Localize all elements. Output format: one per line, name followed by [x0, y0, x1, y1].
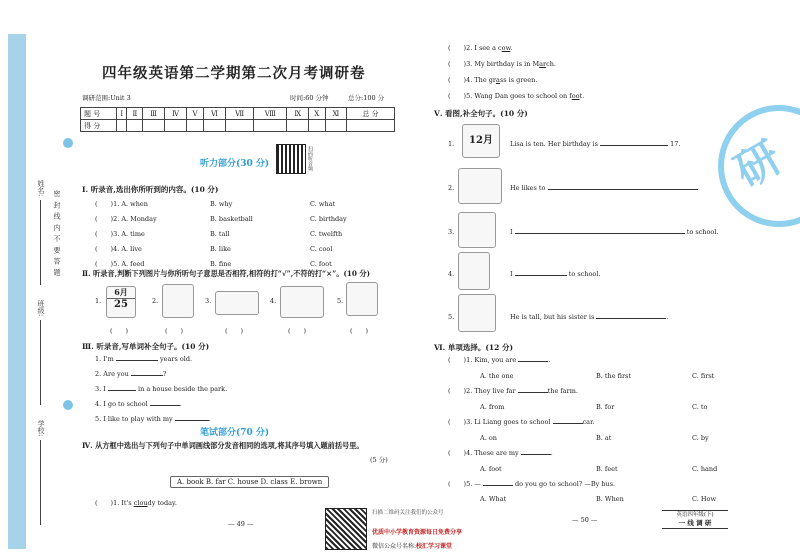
blank[interactable]	[116, 360, 158, 361]
option-a[interactable]: A. on	[480, 434, 497, 442]
item-a: I	[510, 270, 513, 278]
item-a: ( )5. A. feed	[95, 260, 145, 268]
blank[interactable]	[131, 375, 163, 376]
item-a: ( )3. A. time	[95, 230, 145, 238]
item-b: .	[208, 415, 211, 423]
blank[interactable]	[596, 318, 666, 319]
option-c[interactable]: C. first	[692, 372, 715, 380]
question-tail: car.	[582, 418, 595, 426]
question-tail: the farm.	[547, 387, 578, 395]
options-row	[448, 495, 748, 510]
answer-bracket[interactable]: ( )	[225, 327, 244, 335]
blank[interactable]	[515, 275, 567, 276]
time-label: 时间:60 分钟	[290, 94, 329, 102]
wechat-qr-icon[interactable]	[325, 508, 367, 550]
options-row	[448, 403, 748, 418]
item-a: 2. Are you	[95, 370, 129, 378]
item-b: ?	[162, 370, 167, 378]
class-label: 班级:	[37, 300, 45, 317]
question-tail: .	[548, 356, 551, 364]
walking-boy-icon	[458, 252, 490, 290]
stamp-char: 研	[726, 131, 791, 198]
calendar-icon	[106, 286, 136, 318]
wechat-label: 微信公众号名称:	[372, 543, 417, 550]
item-a: He is tall, but his sister is	[510, 313, 595, 321]
underlined-sound: clou	[133, 499, 148, 507]
item-a: 1. I'm	[95, 355, 114, 363]
calendar-month: 6月	[107, 287, 135, 299]
item-c: C. foot	[310, 260, 332, 268]
options-row	[448, 434, 748, 449]
underlined-sound: a	[496, 76, 500, 84]
item-a: 4. I go to school	[95, 400, 148, 408]
item-b: to school.	[568, 270, 601, 278]
item-b: dy today.	[147, 499, 177, 507]
pic-num-3: 3.	[205, 297, 212, 305]
list-item	[448, 44, 584, 60]
col-6: Ⅵ	[203, 108, 225, 120]
item-a: ( )1. A. when	[95, 200, 148, 208]
section-3-title: Ⅲ. 听录音,写单词补全句子。(10 分)	[82, 342, 210, 351]
written-header: 笔试部分(70 分)	[200, 428, 270, 438]
score-table-row-header	[81, 108, 395, 120]
list-item	[95, 400, 227, 415]
list-item	[95, 215, 385, 230]
col-5: Ⅴ	[187, 108, 204, 120]
list-item	[95, 355, 227, 370]
item-c: C. birthday	[310, 215, 347, 223]
item-b: .	[666, 313, 669, 321]
item-a: ( )1. It's	[95, 499, 134, 507]
brand-name: 一 线 调 研	[678, 519, 712, 527]
item-a: He likes to	[510, 184, 546, 192]
punch-hole-top	[63, 138, 73, 148]
pic-num-3: 3.	[448, 228, 455, 236]
brand-subject: 英语四年级(下)	[676, 512, 714, 518]
brand-logo	[662, 510, 728, 529]
kite-boy-icon	[458, 168, 502, 204]
item-b: .	[510, 44, 513, 52]
item-b: t.	[579, 92, 585, 100]
item-a: ( )5. Wang Dan goes to school on f	[448, 92, 572, 100]
question-stem: ( )5. —	[448, 480, 481, 488]
score-table-head: 题 号	[81, 108, 117, 120]
scan-caption: 扫描二维码关注我们的公众号	[372, 510, 444, 516]
promo-text: 优质中小学教育资源每日免费分享	[372, 529, 463, 536]
section-4-points: (5 分)	[370, 456, 388, 464]
boy-icon	[346, 282, 378, 316]
score-cell[interactable]	[325, 120, 347, 132]
tall-boy-sister-icon	[458, 294, 496, 332]
score-cell[interactable]	[287, 120, 309, 132]
sentence-3	[510, 228, 718, 236]
col-8: Ⅷ	[254, 108, 287, 120]
item-a: ( )3. My birthday is in M	[448, 60, 540, 68]
item-a: ( )2. A. Monday	[95, 215, 157, 223]
girl-icon	[162, 284, 194, 318]
blank[interactable]	[553, 423, 583, 424]
answer-bracket[interactable]: ( )	[350, 327, 369, 335]
underlined-sound: ow	[501, 44, 511, 52]
watermark-stamp	[718, 105, 800, 227]
section-6-items	[448, 356, 748, 510]
section-1-title: Ⅰ. 听录音,选出你所听到的内容。(10 分)	[82, 185, 219, 194]
sentence-1	[510, 140, 680, 148]
item-a: ( )4. The gr	[448, 76, 497, 84]
blank[interactable]	[175, 420, 209, 421]
sentence-5	[510, 313, 669, 321]
audio-qr-icon[interactable]	[276, 144, 306, 174]
pic-num-4: 4.	[270, 297, 277, 305]
list-item	[95, 370, 227, 385]
list-item	[448, 76, 584, 92]
class-line	[40, 320, 41, 405]
item-a: Lisa is ten. Her birthday is	[510, 140, 598, 148]
sentence-2	[510, 184, 698, 192]
score-cell[interactable]	[187, 120, 204, 132]
pic-num-1: 1.	[95, 297, 102, 305]
item-b: ch.	[546, 60, 557, 68]
list-item	[95, 499, 177, 507]
option-b[interactable]: B. for	[596, 403, 615, 411]
section-6-title: Ⅵ. 单项选择。(12 分)	[434, 343, 513, 352]
item-b: B. why	[210, 200, 233, 208]
option-c[interactable]: C. hand	[692, 465, 718, 473]
option-c[interactable]: C. How	[692, 495, 717, 503]
blank[interactable]	[548, 189, 698, 190]
list-item	[95, 245, 385, 260]
col-1: Ⅰ	[117, 108, 127, 120]
total-score-label: 总分:100 分	[348, 94, 385, 102]
name-label: 姓名:	[37, 180, 45, 197]
wechat-caption	[372, 541, 452, 550]
item-b: 17.	[670, 140, 681, 148]
option-a[interactable]: A. from	[480, 403, 505, 411]
col-11: Ⅺ	[325, 108, 347, 120]
item-b: years old.	[159, 355, 193, 363]
list-item	[448, 60, 584, 76]
answer-bracket[interactable]: ( )	[165, 327, 184, 335]
option-c[interactable]: C. to	[692, 403, 708, 411]
question-stem: ( )1. Kim, you are	[448, 356, 517, 364]
pic-num-5: 5.	[448, 313, 455, 321]
seal-line-text: 密 封 线 内 不 要 答 题	[53, 190, 61, 277]
score-cell[interactable]	[203, 120, 225, 132]
question-row	[448, 418, 748, 434]
list-item	[95, 200, 385, 215]
col-2: Ⅱ	[127, 108, 143, 120]
option-b[interactable]: B. When	[596, 495, 624, 503]
list-item	[448, 92, 584, 108]
score-cell[interactable]	[254, 120, 287, 132]
school-building-icon	[280, 286, 324, 318]
binding-sidebar	[0, 0, 61, 556]
item-b: .	[179, 400, 182, 408]
item-a: I	[510, 228, 513, 236]
section-3-items	[95, 355, 227, 430]
blank[interactable]	[521, 454, 551, 455]
blank[interactable]	[483, 485, 513, 486]
score-cell[interactable]	[164, 120, 186, 132]
option-b[interactable]: B. at	[596, 434, 612, 442]
option-a[interactable]: A. What	[480, 495, 507, 503]
item-c: C. what	[310, 200, 336, 208]
score-cell[interactable]	[308, 120, 325, 132]
item-a: ( )2. I see a c	[448, 44, 502, 52]
option-c[interactable]: C. by	[692, 434, 709, 442]
col-10: Ⅹ	[308, 108, 325, 120]
calendar-day: 25	[114, 299, 128, 310]
item-b: B. fine	[210, 260, 232, 268]
answer-bracket[interactable]: ( )	[288, 327, 307, 335]
exam-title: 四年级英语第二学期第二次月考调研卷	[102, 65, 366, 82]
section-4-items	[448, 44, 584, 108]
blank[interactable]	[515, 233, 685, 234]
col-9: Ⅸ	[287, 108, 309, 120]
list-item	[95, 385, 227, 400]
section-5-title: Ⅴ. 看图,补全句子。(10 分)	[434, 109, 528, 118]
score-table-row-scores	[81, 120, 395, 132]
pic-num-5: 5.	[337, 297, 344, 305]
option-a[interactable]: A. the one	[480, 372, 514, 380]
school-line	[40, 440, 41, 525]
pic-num-4: 4.	[448, 270, 455, 278]
question-stem: ( )4. These are my	[448, 449, 519, 457]
question-stem: ( )2. They live far	[448, 387, 516, 395]
question-stem: ( )3. Li Liang goes to school	[448, 418, 551, 426]
col-4: Ⅳ	[164, 108, 186, 120]
question-tail: do you go to school? —By bus.	[515, 480, 616, 488]
name-line	[40, 200, 41, 285]
option-a[interactable]: A. foot	[480, 465, 502, 473]
score-cell[interactable]	[226, 120, 254, 132]
options-row	[448, 372, 748, 387]
score-cell[interactable]	[127, 120, 143, 132]
option-b[interactable]: B. the first	[596, 372, 632, 380]
col-3: Ⅲ	[143, 108, 165, 120]
punch-hole-bottom	[63, 400, 73, 410]
question-row	[448, 356, 748, 372]
page-number-right: — 50 —	[572, 516, 598, 524]
underlined-sound: ar	[539, 60, 547, 68]
item-a: ( )4. A. live	[95, 245, 142, 253]
sentence-4	[510, 270, 600, 278]
col-total: 总 分	[347, 108, 395, 120]
item-b: B. tall	[210, 230, 230, 238]
item-b: B. like	[210, 245, 231, 253]
section-1-items	[95, 200, 385, 275]
option-b[interactable]: B. feet	[596, 465, 618, 473]
question-row	[448, 480, 748, 495]
pic-num-2: 2.	[152, 297, 159, 305]
col-7: Ⅶ	[226, 108, 254, 120]
scope-label: 调研范围:Unit 3	[82, 94, 131, 102]
item-c: C. cool	[310, 245, 333, 253]
item-b: ss is green.	[499, 76, 538, 84]
item-a: 5. I like to play with my	[95, 415, 173, 423]
underlined-sound: oo	[571, 92, 580, 100]
score-cell[interactable]	[117, 120, 127, 132]
blank[interactable]	[600, 145, 668, 146]
question-row	[448, 387, 748, 403]
section-4-title: Ⅳ. 从方框中选出与下列句子中单词画线部分发音相同的选项,将其序号填入题前括号里。	[82, 441, 364, 450]
score-row-head: 得 分	[81, 120, 117, 132]
score-table	[80, 107, 395, 132]
pic-num-2: 2.	[448, 184, 455, 192]
page-number-left: — 49 —	[228, 520, 254, 528]
score-cell[interactable]	[347, 120, 395, 132]
audio-qr-caption: 扫码听音频	[307, 146, 313, 171]
question-row	[448, 449, 748, 465]
sidebar-strip	[8, 34, 26, 549]
listening-header: 听力部分(30 分)	[200, 159, 270, 169]
answer-bracket[interactable]: ( )	[110, 327, 129, 335]
blank[interactable]	[150, 405, 180, 406]
option-box: A. book B. far C. house D. class E. brown	[170, 476, 329, 488]
item-a: 3. I	[95, 385, 106, 393]
december-calendar-icon: 12月	[462, 124, 500, 158]
list-item	[95, 230, 385, 245]
item-b: to school.	[686, 228, 719, 236]
section-2-title: Ⅱ. 听录音,判断下列图片与你所听句子意思是否相符,相符的打“√”,不符的打“×”。(10 分)	[82, 269, 370, 278]
item-c: C. twelfth	[310, 230, 343, 238]
question-tail: .	[550, 449, 553, 457]
blank[interactable]	[518, 361, 548, 362]
item-b: in a house beside the park.	[138, 385, 228, 393]
wechat-name: 校汇学习课堂	[416, 543, 453, 550]
score-cell[interactable]	[143, 120, 165, 132]
blank[interactable]	[518, 392, 548, 393]
bike-rider-icon	[458, 212, 496, 248]
options-row	[448, 465, 748, 480]
item-b: B. basketball	[210, 215, 253, 223]
blank[interactable]	[108, 390, 136, 391]
bus-icon	[215, 291, 259, 315]
pic-num-1: 1.	[448, 140, 455, 148]
school-label: 学校:	[37, 420, 45, 437]
